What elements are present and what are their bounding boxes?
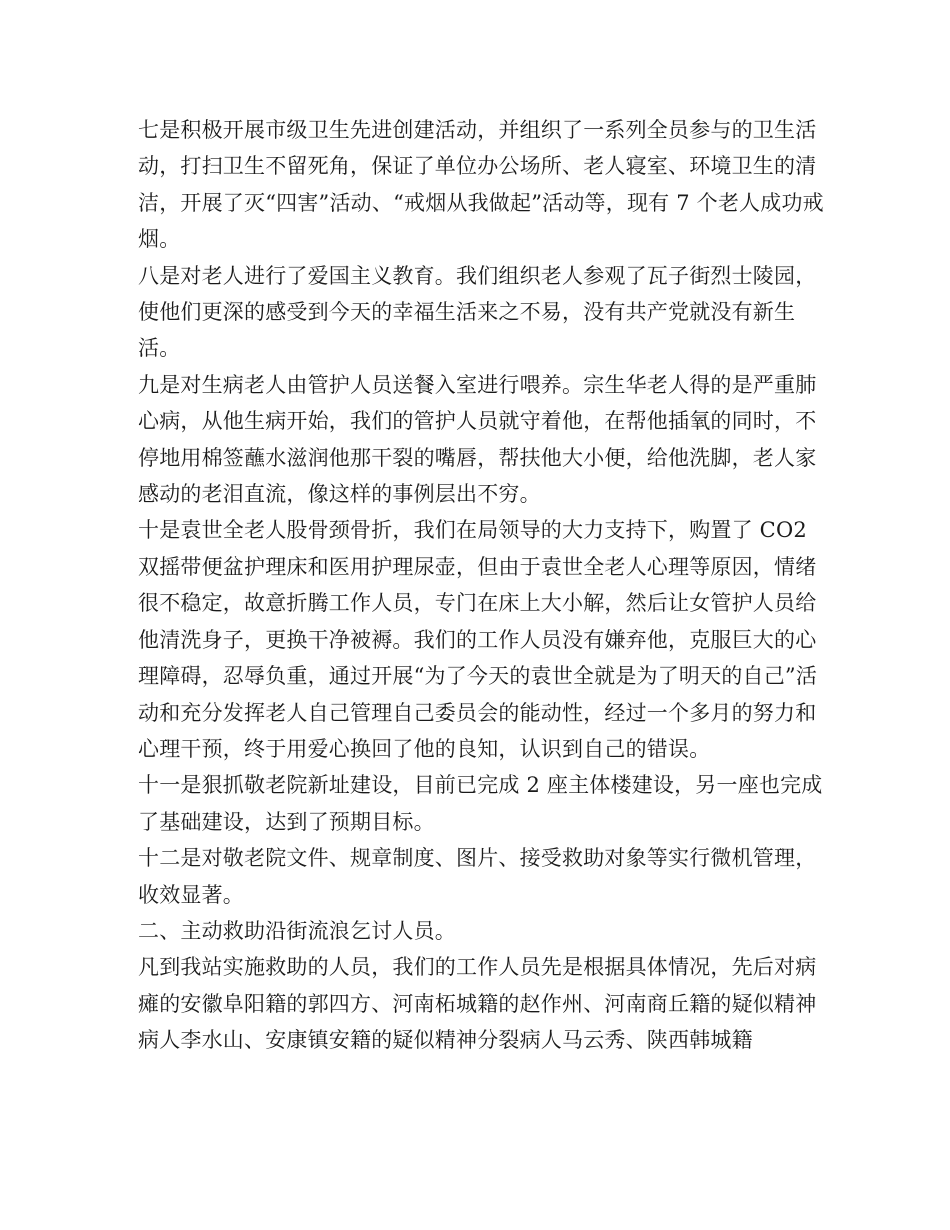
document-body	[138, 112, 828, 1059]
paragraph-item-12: 十二是对敬老院文件、规章制度、图片、接受救助对象等实行微机管理，收效显著。	[138, 846, 817, 907]
paragraph-item-9: 九是对生病老人由管护人员送餐入室进行喂养。宗生华老人得的是严重肺心病，从他生病开始，我们的管护人员就守着他，在帮他插氧的同时，不停地用棉签蘸水滋润他那干裂的嘴唇，帮扶他大小便，给他洗脚，老人家感动的老泪直流，像这样的事例层出不穷。	[138, 372, 817, 507]
paragraph-item-7: 七是积极开展市级卫生先进创建活动，并组织了一系列全员参与的卫生活动，打扫卫生不留死角，保证了单位办公场所、老人寝室、环境卫生的清洁，开展了灭“四害”活动、“戒烟从我做起”活动等，现有 7 个老人成功戒烟。	[138, 118, 824, 252]
paragraph-item-10: 十是袁世全老人股骨颈骨折，我们在局领导的大力支持下，购置了 CO2 双摇带便盆护理床和医用护理尿壶，但由于袁世全老人心理等原因，情绪很不稳定，故意折腾工作人员，专门在床上大小解，然后让女管护人员给他清洗身子，更换干净被褥。我们的工作人员没有嫌弃他，克服巨大的心理障碍，忍辱负重，通过开展“为了今天的袁世全就是为了明天的自己”活动和充分发挥老人自己管理自己委员会的能动性，经过一个多月的努力和心理干预，终于用爱心换回了他的良知，认识到自己的错误。	[138, 518, 818, 761]
paragraph-item-8: 八是对老人进行了爱国主义教育。我们组织老人参观了瓦子街烈士陵园，使他们更深的感受到今天的幸福生活来之不易，没有共产党就没有新生活。	[138, 263, 817, 361]
section-heading: 二、主动救助沿街流浪乞讨人员。	[138, 918, 456, 943]
paragraph-rescue: 凡到我站实施救助的人员，我们的工作人员先是根据具体情况，先后对病瘫的安徽阜阳籍的郭四方、河南柘城籍的赵作州、河南商丘籍的疑似精神病人李水山、安康镇安籍的疑似精神分裂病人马云秀、陕西韩城籍	[138, 955, 817, 1053]
paragraph-item-11: 十一是狠抓敬老院新址建设，目前已完成 2 座主体楼建设，另一座也完成了基础建设，达到了预期目标。	[138, 773, 823, 834]
